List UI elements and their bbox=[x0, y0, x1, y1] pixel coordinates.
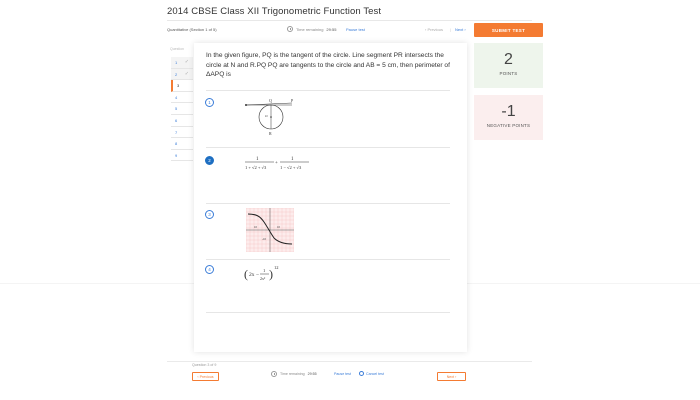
option-1-radio[interactable]: 1 bbox=[205, 98, 214, 107]
cancel-icon bbox=[359, 371, 364, 376]
option-divider bbox=[206, 90, 450, 91]
question-nav bbox=[171, 57, 193, 161]
negative-points-panel bbox=[474, 95, 543, 140]
cancel-test-label: Cancel test bbox=[366, 371, 384, 376]
secant-line bbox=[246, 103, 292, 105]
footer-bar bbox=[192, 363, 467, 383]
footer-time-label: Time remaining bbox=[280, 372, 305, 376]
numerator-1: 1 bbox=[256, 157, 259, 162]
question-nav-item[interactable]: 2 ✓ bbox=[171, 69, 193, 81]
points-value: 2 bbox=[504, 51, 513, 68]
option-divider bbox=[206, 312, 450, 313]
option-3-radio[interactable]: 3 bbox=[205, 210, 214, 219]
points-panel bbox=[474, 43, 543, 88]
question-text: In the given figure, PQ is the tangent of the circle. Line segment PR intersects the circle at N and R.PQ PQ are tangents to the circle and AB = 5 cm, then perimeter of ΔAPQ is bbox=[206, 52, 450, 79]
option-divider bbox=[206, 259, 450, 260]
denominator-2: 1 − √2 + √3 bbox=[280, 165, 302, 170]
pause-test-link[interactable]: Pause test bbox=[346, 27, 365, 32]
option-2-expression[interactable] bbox=[244, 152, 324, 176]
negative-points-label: NEGATIVE POINTS bbox=[486, 123, 531, 128]
clock-icon bbox=[287, 26, 293, 32]
question-nav-item[interactable]: 8 bbox=[171, 138, 193, 150]
section-label: Quantitative (Section 1 of 5) bbox=[167, 27, 217, 32]
label-q: Q bbox=[269, 98, 272, 103]
plus-sign: + bbox=[275, 161, 278, 166]
footer-divider bbox=[167, 361, 532, 362]
tick-label: 10 bbox=[254, 225, 257, 229]
check-icon: ✓ bbox=[184, 70, 189, 77]
open-paren: ( bbox=[244, 267, 248, 281]
negative-points-value: -1 bbox=[501, 103, 516, 120]
question-counter: Question 3 of 9 bbox=[192, 363, 217, 367]
option-2-radio[interactable]: 2 bbox=[205, 156, 214, 165]
question-nav-label: Question bbox=[170, 47, 185, 51]
next-button[interactable]: Next › bbox=[437, 372, 466, 381]
time-remaining-value: 29:55 bbox=[326, 26, 337, 32]
time-remaining-label: Time remaining bbox=[296, 26, 324, 32]
term-2x: 2x − bbox=[249, 272, 259, 278]
footer-time-value: 29:55 bbox=[307, 372, 317, 376]
question-nav-item-current[interactable]: 3 bbox=[171, 80, 193, 92]
page-title: 2014 CBSE Class XII Trigonometric Function Test bbox=[167, 6, 382, 17]
check-icon: ✓ bbox=[184, 59, 189, 65]
option-divider bbox=[206, 147, 450, 148]
question-nav-item[interactable]: 7 bbox=[171, 127, 193, 139]
tick-label: 10 bbox=[277, 225, 280, 229]
option-3-graph[interactable] bbox=[246, 208, 294, 252]
fraction-numerator: 1 bbox=[263, 268, 266, 273]
points-label: POINTS bbox=[499, 71, 518, 76]
header-divider bbox=[167, 20, 532, 21]
label-o: O bbox=[265, 114, 268, 118]
label-r: R bbox=[269, 131, 272, 136]
footer-time-remaining bbox=[271, 371, 317, 377]
denominator-1: 1 + √2 + √3 bbox=[245, 165, 267, 170]
close-paren: ) bbox=[269, 267, 273, 281]
option-4-expression[interactable] bbox=[244, 262, 304, 288]
option-divider bbox=[206, 203, 450, 204]
fraction-denominator: 2x² bbox=[260, 276, 266, 281]
time-remaining bbox=[287, 26, 336, 32]
question-nav-item[interactable]: 6 bbox=[171, 115, 193, 127]
clock-icon bbox=[271, 371, 277, 377]
tick-label: -10 bbox=[262, 237, 266, 241]
option-1-circle-figure[interactable] bbox=[242, 95, 302, 139]
question-nav-item[interactable]: 9 bbox=[171, 150, 193, 162]
numerator-2: 1 bbox=[291, 157, 294, 162]
option-4-radio[interactable]: 4 bbox=[205, 265, 214, 274]
nav-divider: | bbox=[450, 27, 452, 32]
exponent: 12 bbox=[274, 265, 279, 270]
next-link[interactable]: Next › bbox=[455, 27, 466, 32]
submit-test-button[interactable]: SUBMIT TEST bbox=[474, 23, 543, 37]
cancel-test-link[interactable] bbox=[359, 371, 384, 376]
question-nav-item[interactable]: 1 ✓ bbox=[171, 57, 193, 69]
question-nav-item[interactable]: 5 bbox=[171, 103, 193, 115]
label-p: P bbox=[291, 98, 294, 103]
question-nav-item[interactable]: 4 bbox=[171, 92, 193, 104]
question-card bbox=[194, 43, 467, 352]
previous-button[interactable]: ‹ Previous bbox=[192, 372, 219, 381]
footer-pause-link[interactable]: Pause test bbox=[334, 372, 351, 376]
center-dot bbox=[270, 116, 272, 118]
previous-link[interactable]: ‹ Previous bbox=[425, 27, 444, 32]
